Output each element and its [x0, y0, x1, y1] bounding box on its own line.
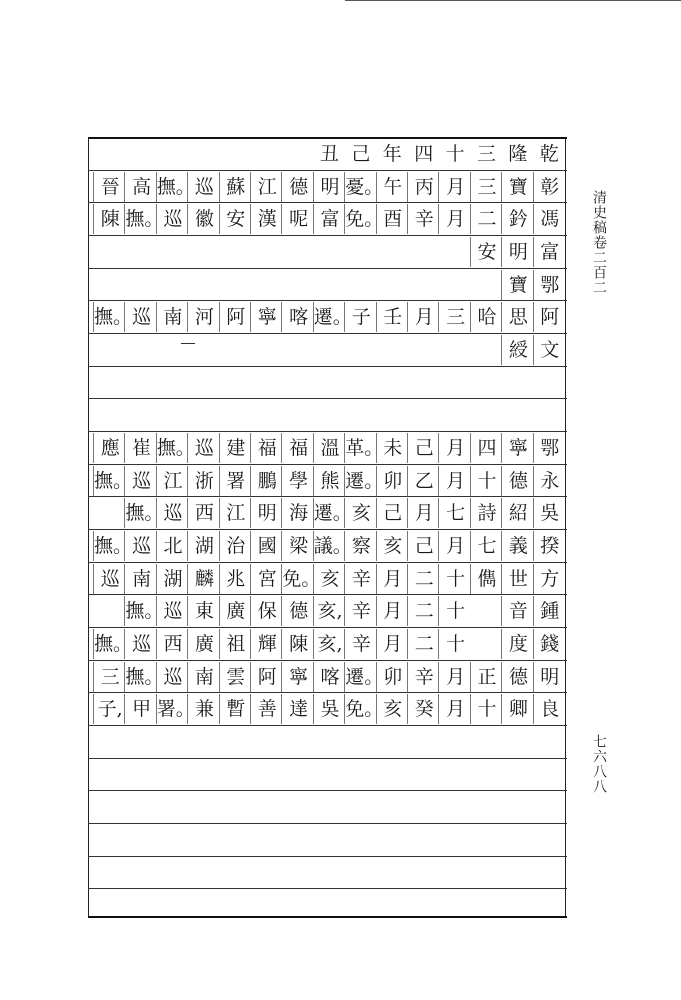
table-cell: 富	[313, 204, 346, 234]
table-cell: 月	[407, 498, 440, 528]
table-cell: 德	[501, 662, 534, 692]
table-cell: 署。	[156, 694, 189, 724]
table-cell: 福	[281, 433, 314, 463]
table-cell: 陳	[93, 204, 126, 234]
table-cell: 音	[501, 596, 534, 626]
table-cell: 遷。	[313, 498, 346, 528]
table-cell: 三	[93, 662, 126, 692]
table-cell: 免。	[344, 204, 377, 234]
row-rule	[88, 268, 567, 269]
table-cell: 遷。	[313, 302, 346, 332]
row-rule	[88, 660, 567, 661]
table-cell: 辛	[344, 564, 377, 594]
table-cell: 高	[124, 172, 157, 202]
table-cell: 方	[533, 564, 566, 594]
table-cell: 明	[501, 237, 534, 267]
table-cell: 德	[281, 596, 314, 626]
table-cell: 亥	[313, 564, 346, 594]
table-cell: 辛	[344, 629, 377, 659]
table-cell: 甲	[124, 694, 157, 724]
table-cell: 丑	[319, 143, 339, 165]
table-cell: 暫	[219, 694, 252, 724]
table-cell: 亥,	[313, 629, 346, 659]
table-cell: 辛	[407, 662, 440, 692]
table-cell: 鵬	[250, 466, 283, 496]
table-cell: 月	[438, 694, 471, 724]
table-cell: 撫。	[93, 466, 126, 496]
table-cell: 南	[156, 302, 189, 332]
table-cell: 十	[470, 466, 503, 496]
table-cell: 富	[533, 237, 566, 267]
table-cell: 巡	[156, 596, 189, 626]
table-cell: 三	[470, 172, 503, 202]
table-cell: 陳	[281, 629, 314, 659]
table-cell: 世	[501, 564, 534, 594]
table-cell: 月	[438, 172, 471, 202]
table-cell: 十	[470, 694, 503, 724]
table-cell: 月	[438, 204, 471, 234]
table-cell: 河	[187, 302, 220, 332]
table-cell: 湖	[187, 531, 220, 561]
stray-mark	[181, 343, 195, 344]
table-cell: 北	[156, 531, 189, 561]
table-cell: 察	[344, 531, 377, 561]
table-cell: 錢	[533, 629, 566, 659]
table-cell: 己	[351, 143, 371, 165]
table-cell: 學	[281, 466, 314, 496]
table-cell: 巡	[124, 466, 157, 496]
table-cell: 兼	[187, 694, 220, 724]
table-cell: 巡	[156, 662, 189, 692]
table-left-border	[88, 137, 89, 916]
table-cell: 鄂	[533, 433, 566, 463]
row-rule	[88, 823, 567, 824]
table-cell: 七	[438, 498, 471, 528]
table-cell: 寧	[501, 433, 534, 463]
table-cell: 建	[219, 433, 252, 463]
table-cell: 三	[438, 302, 471, 332]
table-cell: 二	[407, 596, 440, 626]
row-rule	[88, 725, 567, 726]
table-cell: 晉	[93, 172, 126, 202]
table-cell: 東	[187, 596, 220, 626]
row-rule	[88, 431, 567, 432]
table-cell: 未	[376, 433, 409, 463]
table-cell	[470, 629, 503, 659]
table-cell: 治	[219, 531, 252, 561]
table-cell: 月	[376, 564, 409, 594]
row-rule	[88, 366, 567, 367]
table-cell: 廣	[187, 629, 220, 659]
row-rule	[88, 464, 567, 465]
table-cell: 紹	[501, 498, 534, 528]
table-cell: 阿	[219, 302, 252, 332]
table-cell: 撫。	[93, 629, 126, 659]
table-cell: 撫。	[124, 596, 157, 626]
table-cell: 湖	[156, 564, 189, 594]
table-cell: 良	[533, 694, 566, 724]
table-cell: 徽	[187, 204, 220, 234]
table-cell: 巡	[93, 564, 126, 594]
row-rule	[88, 202, 567, 203]
table-cell: 度	[501, 629, 534, 659]
table-cell: 達	[281, 694, 314, 724]
table-cell: 撫。	[156, 433, 189, 463]
table-cell: 吳	[533, 498, 566, 528]
table-cell: 議。	[313, 531, 346, 561]
table-cell: 二	[470, 204, 503, 234]
table-cell: 保	[250, 596, 283, 626]
table-cell: 巡	[124, 629, 157, 659]
table-cell	[470, 596, 503, 626]
table-cell: 鍾	[533, 596, 566, 626]
table-cell: 己	[407, 433, 440, 463]
row-rule	[88, 888, 567, 889]
table-cell: 月	[438, 531, 471, 561]
record-table	[88, 137, 567, 916]
table-cell: 喀	[281, 302, 314, 332]
table-cell: 鄂	[533, 270, 566, 300]
row-rule	[88, 496, 567, 497]
table-cell: 輝	[250, 629, 283, 659]
margin-title: 清史稿卷二百二	[591, 190, 607, 295]
table-cell: 亥	[344, 498, 377, 528]
table-cell: 宮	[250, 564, 283, 594]
row-rule	[88, 692, 567, 693]
table-cell: 明	[313, 172, 346, 202]
table-cell: 撫。	[124, 498, 157, 528]
table-cell: 乾	[539, 143, 559, 165]
table-cell: 撫。	[156, 172, 189, 202]
table-cell: 南	[124, 564, 157, 594]
row-rule	[88, 398, 567, 399]
table-cell: 安	[470, 237, 503, 267]
table-cell: 寧	[281, 662, 314, 692]
table-cell: 十	[438, 596, 471, 626]
row-rule	[88, 529, 567, 530]
table-cell: 癸	[407, 694, 440, 724]
table-cell: 卿	[501, 694, 534, 724]
table-cell: 阿	[533, 302, 566, 332]
table-cell: 月	[376, 596, 409, 626]
row-rule	[88, 333, 567, 334]
table-cell: 德	[501, 466, 534, 496]
table-cell: 子,	[93, 694, 126, 724]
row-rule	[88, 235, 567, 236]
table-cell: 雲	[219, 662, 252, 692]
table-cell: 巡	[156, 498, 189, 528]
table-cell: 麟	[187, 564, 220, 594]
table-cell: 梁	[281, 531, 314, 561]
row-rule	[88, 758, 567, 759]
top-edge-line	[345, 0, 681, 5]
table-cell: 江	[250, 172, 283, 202]
table-cell: 阿	[250, 662, 283, 692]
table-cell: 隆	[508, 143, 528, 165]
table-cell: 浙	[187, 466, 220, 496]
table-cell: 鈐	[501, 204, 534, 234]
table-cell: 吳	[313, 694, 346, 724]
table-cell: 善	[250, 694, 283, 724]
table-cell: 江	[156, 466, 189, 496]
table-cell: 遷。	[344, 662, 377, 692]
table-cell: 永	[533, 466, 566, 496]
table-cell: 崔	[124, 433, 157, 463]
table-cell: 廣	[219, 596, 252, 626]
table-cell: 明	[250, 498, 283, 528]
row-rule	[88, 790, 567, 791]
table-cell: 二	[407, 564, 440, 594]
table-cell: 蘇	[219, 172, 252, 202]
table-cell: 西	[156, 629, 189, 659]
row-rule	[88, 916, 567, 918]
table-cell: 馮	[533, 204, 566, 234]
table-cell: 二	[407, 629, 440, 659]
table-cell: 亥,	[313, 596, 346, 626]
table-cell: 熊	[313, 466, 346, 496]
table-cell: 文	[533, 335, 566, 365]
table-cell: 亥	[376, 694, 409, 724]
table-cell: 巡	[187, 433, 220, 463]
table-cell: 應	[93, 433, 126, 463]
table-cell: 揆	[533, 531, 566, 561]
table-cell: 兆	[219, 564, 252, 594]
table-cell: 月	[407, 302, 440, 332]
table-cell: 巡	[156, 204, 189, 234]
table-cell: 撫。	[93, 302, 126, 332]
table-cell: 呢	[281, 204, 314, 234]
table-cell: 福	[250, 433, 283, 463]
table-cell: 巡	[124, 531, 157, 561]
table-cell: 十	[438, 564, 471, 594]
table-cell: 辛	[407, 204, 440, 234]
table-cell: 十	[445, 143, 465, 165]
table-cell: 江	[219, 498, 252, 528]
row-rule	[88, 594, 567, 595]
table-cell: 辛	[344, 596, 377, 626]
table-cell: 綬	[501, 335, 534, 365]
table-cell: 彰	[533, 172, 566, 202]
table-cell: 哈	[470, 302, 503, 332]
row-rule	[88, 170, 567, 171]
table-cell: 子	[344, 302, 377, 332]
table-cell: 詩	[470, 498, 503, 528]
table-cell: 七	[470, 531, 503, 561]
table-cell: 三	[476, 143, 496, 165]
table-cell: 月	[438, 466, 471, 496]
table-cell: 寶	[501, 270, 534, 300]
table-cell: 國	[250, 531, 283, 561]
table-cell: 撫。	[124, 662, 157, 692]
table-cell: 巡	[124, 302, 157, 332]
row-rule	[88, 856, 567, 857]
table-cell: 祖	[219, 629, 252, 659]
table-cell: 卯	[376, 662, 409, 692]
table-cell: 午	[376, 172, 409, 202]
table-cell: 十	[438, 629, 471, 659]
table-cell: 義	[501, 531, 534, 561]
table-cell: 月	[376, 629, 409, 659]
table-cell: 乙	[407, 466, 440, 496]
table-cell: 巡	[187, 172, 220, 202]
table-cell: 德	[281, 172, 314, 202]
table-cell: 溫	[313, 433, 346, 463]
table-cell: 四	[470, 433, 503, 463]
table-cell: 己	[376, 498, 409, 528]
table-cell: 免。	[281, 564, 314, 594]
table-cell: 酉	[376, 204, 409, 234]
table-cell: 卯	[376, 466, 409, 496]
table-cell: 亥	[376, 531, 409, 561]
table-cell: 革。	[344, 433, 377, 463]
table-cell: 月	[438, 433, 471, 463]
table-cell: 丙	[407, 172, 440, 202]
table-cell: 月	[438, 662, 471, 692]
table-cell: 年	[382, 143, 402, 165]
table-cell: 正	[470, 662, 503, 692]
table-cell: 遷。	[344, 466, 377, 496]
table-cell: 撫。	[124, 204, 157, 234]
row-rule	[88, 562, 567, 563]
table-cell: 明	[533, 662, 566, 692]
table-cell: 南	[187, 662, 220, 692]
table-cell: 署	[219, 466, 252, 496]
table-cell: 思	[501, 302, 534, 332]
table-cell: 漢	[250, 204, 283, 234]
table-cell: 安	[219, 204, 252, 234]
table-cell: 寧	[250, 302, 283, 332]
row-rule	[88, 300, 567, 301]
table-cell: 己	[407, 531, 440, 561]
table-cell: 憂。	[344, 172, 377, 202]
table-cell: 壬	[376, 302, 409, 332]
page-number: 七六八八	[591, 734, 607, 794]
row-rule	[88, 627, 567, 628]
table-cell: 四	[414, 143, 434, 165]
table-cell: 寶	[501, 172, 534, 202]
table-cell: 喀	[313, 662, 346, 692]
table-cell: 免。	[344, 694, 377, 724]
table-cell: 撫。	[93, 531, 126, 561]
table-cell: 海	[281, 498, 314, 528]
table-cell: 西	[187, 498, 220, 528]
table-cell: 儁	[470, 564, 503, 594]
